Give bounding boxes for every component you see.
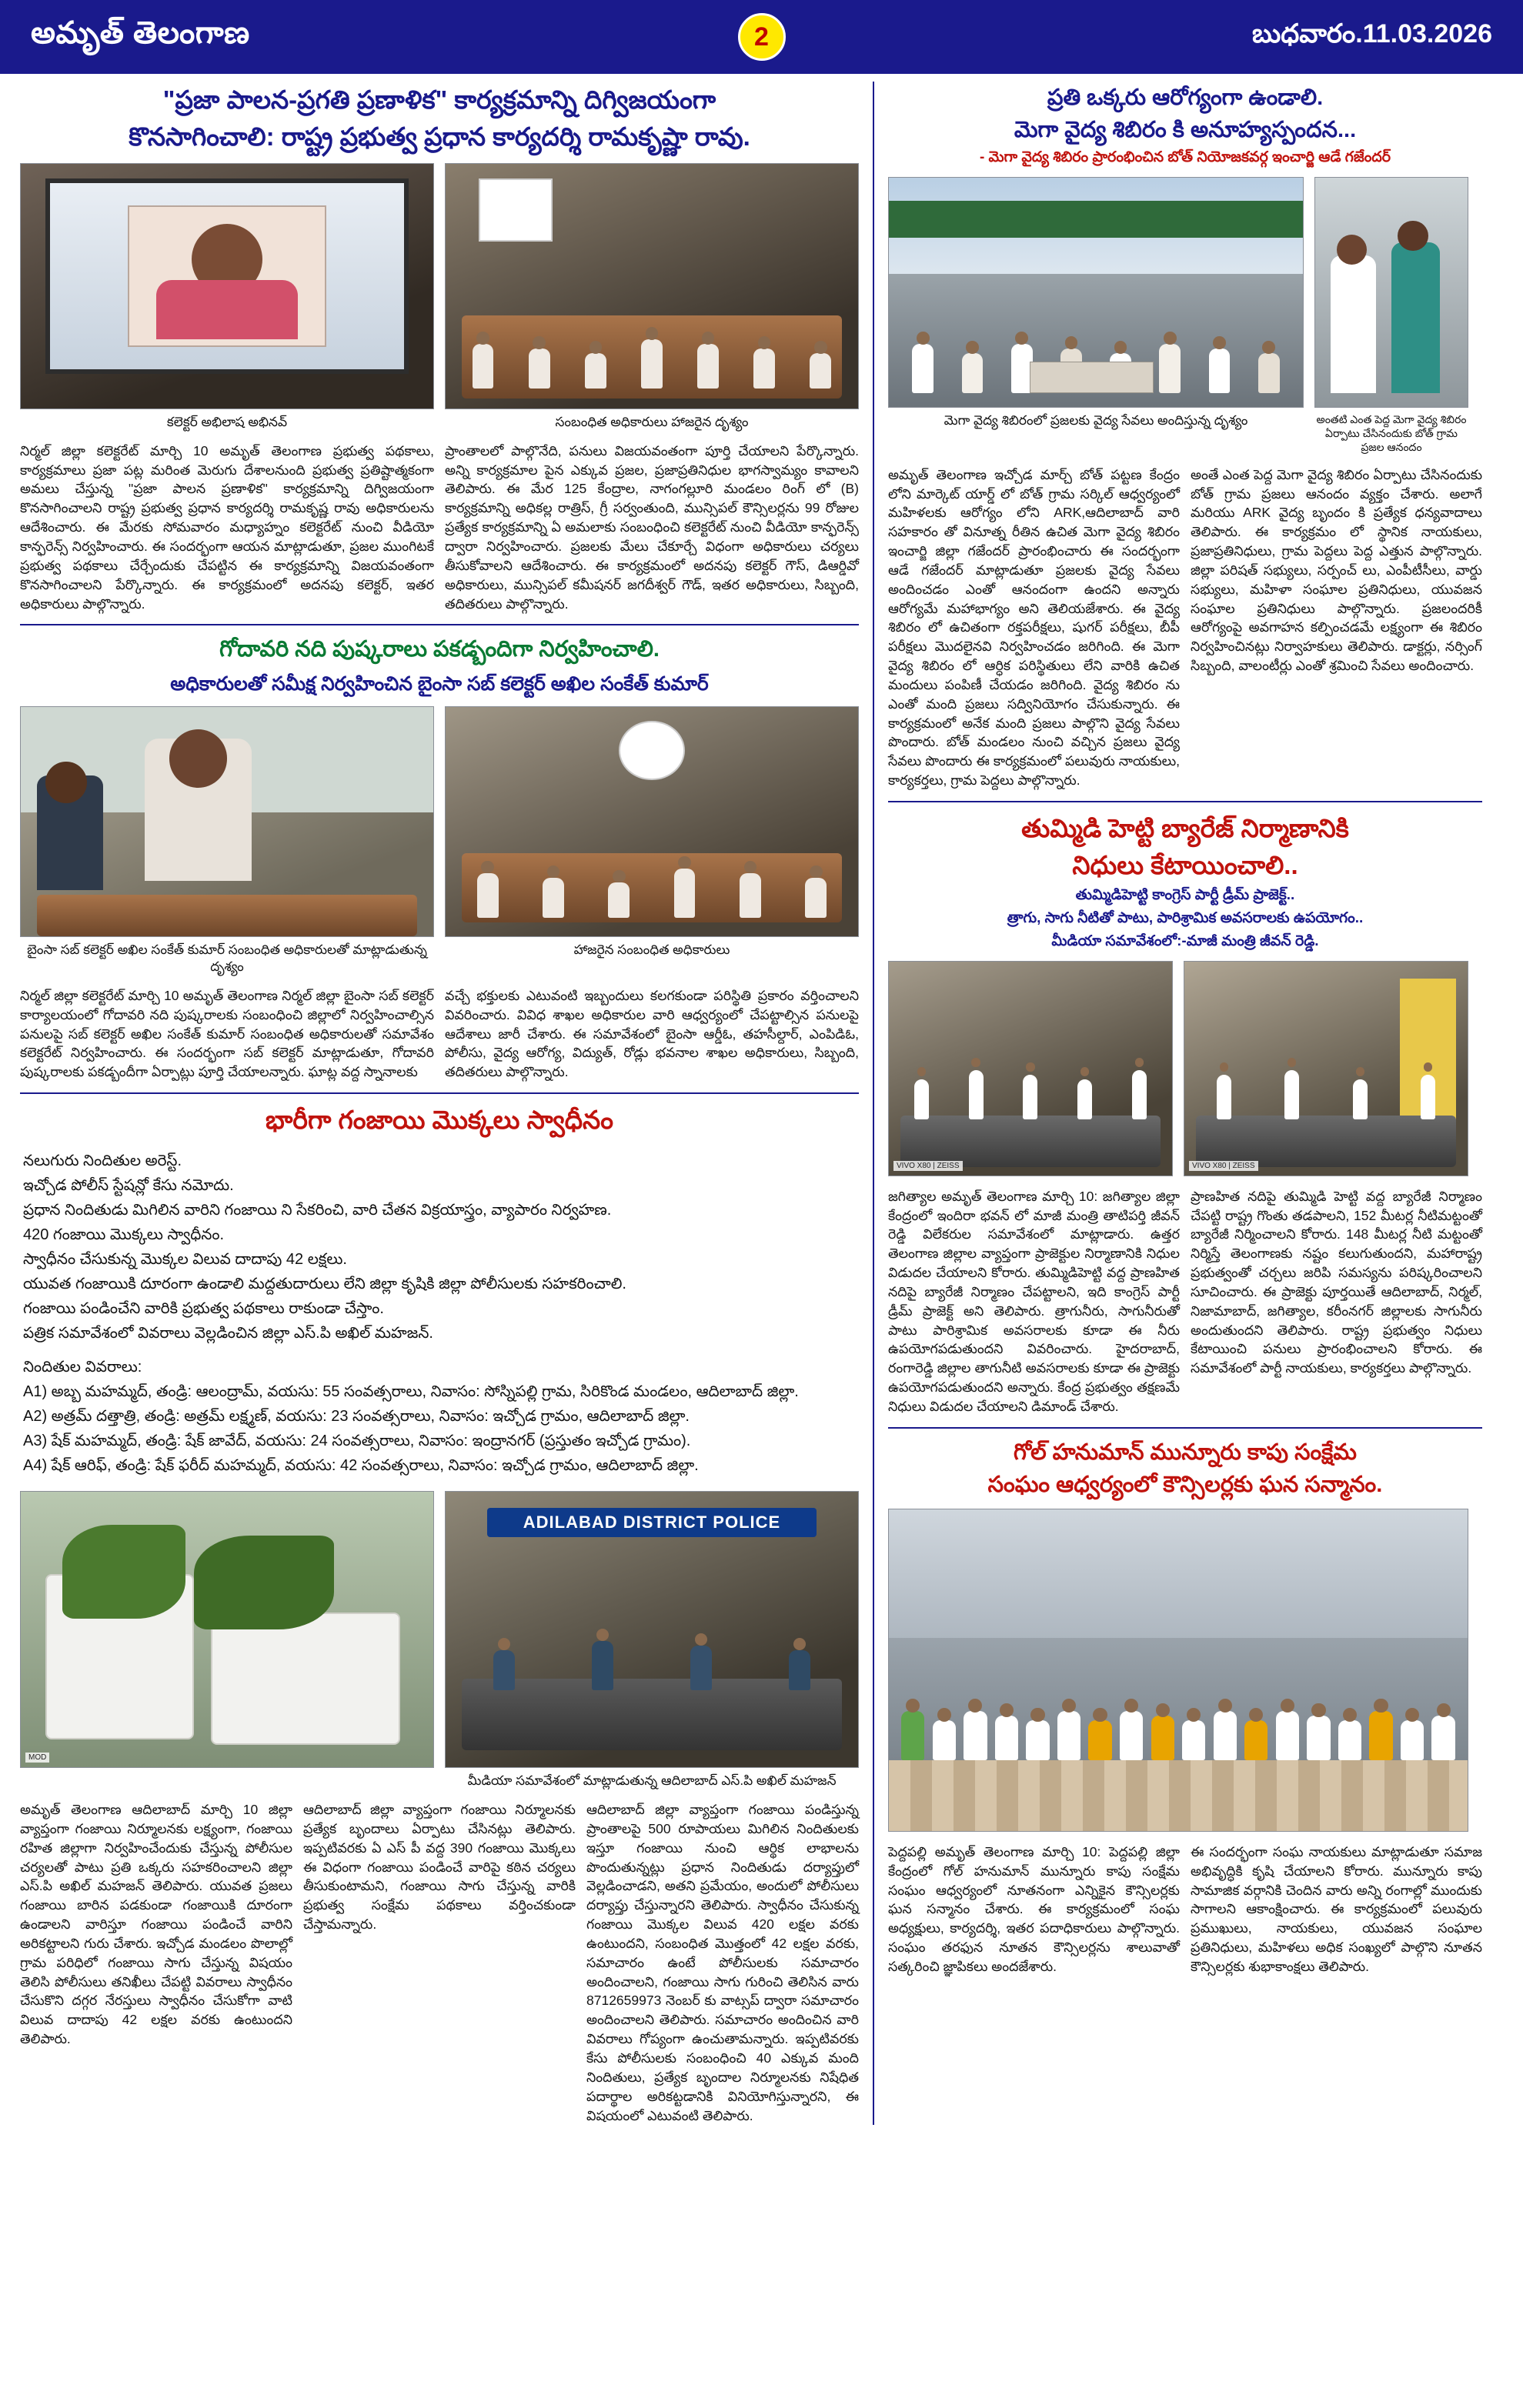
story1-headline-line1: "ప్రజా పాలన-ప్రగతి ప్రణాళిక" కార్యక్రమాన్ని దిగ్విజయంగా [162, 85, 716, 114]
rstory1-caption-left: మెగా వైద్య శిబిరంలో ప్రజలకు వైద్య సేవలు అందిస్తున్న దృశ్యం [944, 413, 1248, 429]
accused-heading: నిందితుల వివరాలు: [23, 1358, 142, 1376]
rstory2-sub3: మీడియా సమావేశంలో:-మాజీ మంత్రి జీవన్ రెడ్డి. [1051, 932, 1319, 949]
accused-item: A1) అబ్బ మహమ్మద్, తండ్రి: ఆలంద్రామ్, వయసు: 55 సంవత్సరాలు, నివాసం: సోస్నిపల్లి గ్రామ, సిరికొండ మండలం, ఆదిలాబాద్ జిల్లా. [23, 1382, 799, 1400]
rstory2-headline-line2: నిధులు కేటాయించాలి.. [1072, 850, 1298, 879]
story1-text-col2: ప్రాంతాలలో పాల్గొనేది, పనులు విజయవంతంగా పూర్తి చేయాలని పేర్కొన్నారు. అన్ని కార్యక్రమాల పైన ఎక్కువ ప్రజల, ప్రజాప్రతినిధుల భాగస్వామ్యం కావాలని తెలిపారు. ఈ మేర 125 కేంద్రాల, నాగంగల్లూరి మండలం రింగ్ లో (B) కార్యక్రమాన్ని అధికల్ల రాత్రిస్, గ్రీ సర్వంతుంది, మున్సిపల్ కౌన్సిలర్లను 99 రోజుల ప్రత్యేక కార్యక్రమాన్ని ఏ అమలాకు సంబంధించి కలెక్టరేట్ నుంచి వీడియో కాన్ఫరెన్స్ ద్వారా నిర్వహించారు. ప్రజలకు మేలు చేకూర్చే విధంగా అధికారులు చర్యలు తీసుకోవాలని ఆదేశించారు. ఈ కార్యక్రమంలో అదనపు కలెక్టర్ గౌస్, డిఆర్డివో అధికారులు, మున్సిపల్ కమీషనర్ జగదీశ్వర్ గౌడ్, ఇతర అధికారులు, సిబ్బంది, తదితరులు పాల్గొన్నారు. [445, 442, 859, 612]
photo-watermark: VIVO X80 | ZEISS [1189, 1161, 1258, 1171]
story1-headline-line2: కొనసాగించాలి: రాష్ట్ర ప్రభుత్వ ప్రధాన కార్యదర్శి రామకృష్ణా రావు. [129, 122, 750, 151]
divider-2 [20, 1092, 859, 1094]
story2-headline: గోదావరి నది పుష్కరాలు పకడ్బందిగా నిర్వహించాలి. [219, 637, 660, 662]
story-godavari-pushkaralu [20, 633, 859, 1082]
story2-text-col2: వచ్చే భక్తులకు ఎటువంటి ఇబ్బందులు కలగకుండా పరిస్థితి ప్రకారం వర్తించాలని వివరించారు. వివిధ శాఖల అధికారుల వారి ఆధ్వర్యంలో చేపట్టాల్సిన పనులపై ఆదేశాలు జారీ చేశారు. ఈ సమావేశంలో బైంసా ఆర్డీఓ, తహసీల్దార్, ఎంపిడిఓ, పోలీసు, వైద్య ఆరోగ్య, విద్యుత్, రోడ్లు భవనాల శాఖల అధికారులు, సిబ్బంది, తదితరులు పాల్గొన్నారు. [445, 987, 859, 1080]
photo-sub-collector-speaking [20, 706, 434, 937]
rstory1-text-col1: అమృత్ తెలంగాణ ఇచ్చోడ మార్చ్ బోత్ పట్టణ కేంద్రం లోని మార్కెట్ యార్డ్ లో బోత్ గ్రామ సర్కిల్ ఆధ్వర్యంలో మహిళలకు ఆరోగ్యం లోని ARK,ఆదిలాబాద్ వారి సహకారం తో వినూత్న రీతిన ఉచిత మెగా వైద్య శిబిరం ఇంచార్జి జిల్లా గజేందర్ ప్రారంభించారు ఈ సందర్భంగా ఆడే గజేందర్ మాట్లాడుతూ ప్రజలకు వైద్య సేవలు అందించడం ఎంతో ఆనందంగా ఉందని అన్నారు ఆరోగ్యమే మహాభాగ్యం అని తెలియజేశారు. ఈ వైద్య శిబిరం లో ఉచితంగా రక్తపరీక్షలు, షుగర్ పరీక్షలు, బీపీ పరీక్షలు మొదలైనవి నిర్వహించడం జరిగింది. ఈ మెగా వైద్య శిబిరం లో ఆర్ధిక పరిస్థితులు లేని వారికి ఉచిత మందులు పంపిణీ చేయడం జరిగింది. వైద్య శిబిరం ను ఎంతో మంది ప్రజలు సద్వినియోగం చేసుకున్నారు. ఈ కార్యక్రమంలో అనేక మంది ప్రజలు పాల్గొని వైద్య సేవలు పొందారు. బోత్ మండలం నుంచి వచ్చిన ప్రజలు వైద్య సేవలు పొందారు ఈ కార్యక్రమంలో పలువురు నాయకులు, కార్యకర్తలు, గ్రామ పెద్దలు పాల్గొన్నారు. [888, 466, 1180, 789]
story3-headline: భారీగా గంజాయి మొక్కలు స్వాధీనం [266, 1106, 613, 1135]
accused-item: A4) షేక్ ఆరిఫ్, తండ్రి: షేక్ ఫరీద్ మహమ్మద్, వయసు: 42 సంవత్సరాలు, నివాసం: ఇచ్చోడ గ్రామం, ఆదిలాబాద్ జిల్లా. [23, 1456, 699, 1474]
photo-group-felicitation [888, 1509, 1468, 1832]
photo-press-meet-wide [1184, 961, 1468, 1176]
list-item: నలుగురు నిందితుల అరెస్ట్. [23, 1152, 182, 1169]
photo-seized-ganja-bags [20, 1491, 434, 1768]
photo-sp-press-meet [445, 1491, 859, 1768]
list-item: యువత గంజాయికి దూరంగా ఉండాలి మద్దతుదారులు లేని జిల్లా కృషికి జిల్లా పోలీసులకు సహకరించాలి. [23, 1275, 626, 1292]
rstory2-photo-row [888, 961, 1482, 1176]
rstory2-sub2: త్రాగు, సాగు నీటితో పాటు, పారిశ్రామిక అవసరాలకు ఉపయోగం.. [1007, 909, 1364, 926]
story1-caption-right: సంబంధిత అధికారులు హాజరైన దృశ్యం [555, 414, 749, 429]
page-number-badge: 2 [738, 13, 786, 61]
masthead-date: బుధవారం.11.03.2026 [1251, 18, 1492, 48]
story3-bullet-list [20, 1145, 859, 1351]
story2-photo-row [20, 706, 859, 937]
photo-medical-checkup [1314, 177, 1468, 408]
divider-4 [888, 1427, 1482, 1429]
rstory1-photo-row [888, 177, 1482, 408]
rstory1-subheadline: - మెగా వైద్య శిబిరం ప్రారంభించిన బోత్ నియోజకవర్గ ఇంచార్జి ఆడే గజేందర్ [979, 149, 1391, 166]
divider-1 [20, 624, 859, 625]
story3-accused-list [20, 1351, 859, 1483]
photo-collector-video-conference [20, 163, 434, 409]
left-column [20, 82, 874, 2125]
story3-text-col1: అమృత్ తెలంగాణ ఆదిలాబాద్ మార్చి 10 జిల్లా వ్యాప్తంగా గంజాయి నిర్మూలనకు లక్ష్యంగా, గంజాయి రహిత జిల్లాగా నిర్వహించేందుకు చేస్తున్న పోలీసుల చర్యలతో పాటు ప్రతి ఒక్కరు సహకరించాలని జిల్లా ఎస్.పి అఖిల్ మహజన్ తెలిపారు. యువత ప్రజలు గంజాయి బారిన పడకుండా గంజాయికి దూరంగా ఉండాలని వారిస్తూ గంజాయి పండించే వారిని అరికట్టాలని గురు చేశారు. ఇచ్చోడ మండలం పొలాల్లో గ్రామ పరిధిలో గంజాయి సాగు చేస్తున్న విషయం తెలిసి పోలీసులు తనిఖీలు చేపట్టి వివరాలు స్వాధీనం చేసుకొని దగ్గర నేరస్తులు స్వాధీనం చేసుకోగా వాటి విలువ దాదాపు 42 లక్షల వరకు ఉంటుందని తెలిపారు. [20, 1802, 292, 2047]
accused-item: A3) షేక్ మహమ్మద్, తండ్రి: షేక్ జావేద్, వయసు: 24 సంవత్సరాలు, నివాసం: ఇంద్రానగర్ (ప్రస్తుతం ఇచ్చోడ గ్రామం). [23, 1432, 691, 1449]
story3-text-col3: ఆదిలాబాద్ జిల్లా వ్యాప్తంగా గంజాయి పండిస్తున్న ప్రాంతాలపై 500 రూపాయలు మిగిలిన నిందితులకు ఇస్తూ గంజాయి నుంచి ఆర్థిక లాభాలను పొందుతున్నట్లు ప్రధాన నిందితుడు దర్యాప్తులో వెల్లడించాడని, అతని ప్రమేయం, అందులో పోలీసులు దర్యాప్తు చేస్తున్నారని తెలిపారు. స్వాధీనం చేసుకున్న గంజాయి మొక్కల విలువ 420 లక్షల వరకు ఉంటుందని, సంబంధిత మొత్తంలో 42 లక్షల వరకు, సమాచారం ఉంటే పోలీసులకు సమాచారం అందించాలని, గంజాయి సాగు గురించి తెలిసిన వారు 8712659973 నెంబర్ కు వాట్సప్ ద్వారా సమాచారం అందించాలని తెలిపారు. సమాచారం అందించిన వారి వివరాలు గోప్యంగా ఉంచుతామన్నారు. ఇప్పటివరకు కేసు పోలీసులకు సంబంధించి 40 ఎక్కువ మంది నిందితులు, ప్రత్యేక బృందాల నిర్మూలనకు నిషేధిత పదార్థాల అరికట్టడానికి వినియోగిస్తున్నారని, ఈ విషయంలో ఎటువంటి తెలిపారు. [586, 1802, 859, 2123]
story3-text-col2: ఆదిలాబాద్ జిల్లా వ్యాప్తంగా గంజాయి నిర్మూలనకు ప్రత్యేక బృందాలు ఏర్పాటు చేసినట్లు తెలిపారు. ఇప్పటివరకు ఏ ఎస్ పీ వద్ద 390 గంజాయి మొక్కలు ఈ విధంగా గంజాయి పండించే వారిపై కఠిన చర్యలు తీసుకుంటామని, గంజాయి సాగు చేస్తున్న వారికి ప్రభుత్వ సంక్షేమ పథకాలు వర్తించకుండా చేస్తామన్నారు. [303, 1802, 576, 1933]
rstory2-text-col2: ప్రాణహిత నదిపై తుమ్మిడి హెట్టి వద్ద బ్యారేజీ నిర్మాణం చేపట్టి రాష్ట్ర గొంతు తడపాలని, 152 మీటర్ల నీటిమట్టంతో బ్యారేజీ నిర్మించాలని కోరారు. 148 మీటర్ల నీటి మట్టంతో నిర్మిస్తే తెలంగాణకు నష్టం కలుగుతుందని, మహారాష్ట్ర ప్రభుత్వంతో చర్చలు జరిపి సమస్యను పరిష్కరించాలని సూచించారు. ఈ ప్రాజెక్టు పూర్తయితే ఆదిలాబాద్, నిర్మల్, నిజామాబాద్, జగిత్యాల, కరీంనగర్ జిల్లాలకు సాగునీరు అందుతుందని తెలిపారు. రాష్ట్ర ప్రభుత్వం నిధులు కేటాయించి పనులు ప్రారంభించాలని కోరారు. ఈ సమావేశంలో పార్టీ నాయకులు, కార్యకర్తలు పాల్గొన్నారు. [1191, 1188, 1482, 1376]
story2-text-col1: నిర్మల్ జిల్లా కలెక్టరేట్ మార్చి 10 అమృత్ తెలంగాణ నిర్మల్ జిల్లా బైంసా సబ్ కలెక్టర్ కార్యాలయంలో గోదావరి నది పుష్కరాలకు సంబంధించి జిల్లాలో నిర్వహించాల్సిన పనులపై సబ్ కలెక్టర్ అఖిల సంకేత్ కుమార్ సంబంధిత అధికారులతో సమావేశం కలెక్టరేట్ నిర్వహించారు. ఈ సందర్భంగా సబ్ కలెక్టర్ మాట్లాడుతూ, గోదావరి పుష్కరాలకు పకడ్బందీగా ఏర్పాట్లు పూర్తి చేయాలన్నారు. ఘాట్ల వద్ద స్నానాలకు [20, 987, 434, 1080]
rstory1-caption-right: అంతటి ఎంత పెద్ద మెగా వైద్య శిబిరం ఏర్పాటు చేసినందుకు బోత్ గ్రామ ప్రజల ఆనందం [1316, 413, 1467, 454]
photo-officials-attending [445, 706, 859, 937]
masthead-title: అమృత్ తెలంగాణ [31, 15, 250, 50]
story1-photo-row [20, 163, 859, 409]
page-body [0, 74, 1523, 2125]
list-item: గంజాయి పండించేని వారికి ప్రభుత్వ పథకాలు రాకుండా చేస్తాం. [23, 1299, 384, 1317]
rstory3-text-col1: పెద్దపల్లి అమృత్ తెలంగాణ మార్చి 10: పెద్దపల్లి జిల్లా కేంద్రంలో గోల్ హనుమాన్ మున్నూరు కాపు సంక్షేమ సంఘం ఆధ్వర్యంలో నూతనంగా ఎన్నికైన కౌన్సిలర్లకు ఘన సన్మానం చేశారు. ఈ కార్యక్రమంలో సంఘ అధ్యక్షులు, కార్యదర్శి, ఇతర పదాధికారులు పాల్గొన్నారు. సంఘం తరఫున నూతన కౌన్సిలర్లను శాలువాతో సత్కరించి జ్ఞాపికలు అందజేశారు. [888, 1843, 1180, 1974]
photo-press-meet-leaders [888, 961, 1173, 1176]
list-item: పత్రిక సమావేశంలో వివరాలు వెల్లడించిన జిల్లా ఎస్.పి అఖిల్ మహజన్. [23, 1324, 433, 1342]
right-column [874, 82, 1482, 2125]
list-item: 420 గంజాయి మొక్కలు స్వాధీనం. [23, 1226, 225, 1243]
list-item: ఇచ్చోడ పోలీస్ స్టేషన్లో కేసు నమోదు. [23, 1176, 234, 1194]
divider-3 [888, 801, 1482, 802]
rstory2-text-col1: జగిత్యాల అమృత్ తెలంగాణ మార్చి 10: జగిత్యాల జిల్లా కేంద్రంలో ఇందిరా భవన్ లో మాజీ మంత్రి తాటిపర్తి జీవన్ రెడ్డి విలేకరుల సమావేశంలో మాట్లాడారు. ఉత్తర తెలంగాణ జిల్లాల వ్యాప్తంగా ప్రాజెక్టుల నిర్మాణానికి నిధుల విడుదల చేయాలని కోరారు. తుమ్మిడిహెట్టి వద్ద ప్రాణహిత నదిపై బ్యారేజీ నిర్మాణం చేపట్టాలని, ఇది కాంగ్రెస్ పార్టీ డ్రీమ్ ప్రాజెక్ట్ అని తెలిపారు. త్రాగునీరు, సాగునీరుతో పాటు పారిశ్రామిక అవసరాలకు కూడా ఈ నీరు ఉపయోగపడుతుందని వివరించారు. హైదరాబాద్, రంగారెడ్డి జిల్లాల తాగునీటి అవసరాలకు కూడా ఈ ప్రాజెక్టు ఉపయోగపడుతుందని అన్నారు. కేంద్ర ప్రభుత్వం తక్షణమే నిధులు విడుదల చేయాలని డిమాండ్ చేశారు. [888, 1188, 1180, 1414]
photo-watermark: VIVO X80 | ZEISS [893, 1161, 963, 1171]
list-item: ప్రధాన నిందితుడు మిగిలిన వారిని గంజాయి ని సేకరించి, వారి చేతన విక్రయాస్త్రం, వ్యాపారం నిర్వహణ. [23, 1201, 612, 1219]
story-munnuru-kapu-felicitation [888, 1436, 1482, 1976]
story1-caption-left: కలెక్టర్ అభిలాష అభినవ్ [166, 414, 288, 429]
rstory3-text-col2: ఈ సందర్భంగా సంఘ నాయకులు మాట్లాడుతూ సమాజ అభివృద్ధికి కృషి చేయాలని కోరారు. మున్నూరు కాపు సామాజిక వర్గానికి చెందిన వారు అన్ని రంగాల్లో ముందుకు సాగాలని ఆకాంక్షించారు. ఈ కార్యక్రమంలో పలువురు ప్రముఖులు, నాయకులు, యువజన సంఘాల ప్రతినిధులు, మహిళలు అధిక సంఖ్యలో పాల్గొని నూతన కౌన్సిలర్లకు శుభాకాంక్షలు తెలిపారు. [1191, 1843, 1482, 1974]
list-item: స్వాధీనం చేసుకున్న మొక్కల విలువ దాదాపు 42 లక్షలు. [23, 1250, 347, 1268]
masthead [0, 0, 1523, 74]
police-banner-text: ADILABAD DISTRICT POLICE [487, 1508, 817, 1537]
story1-text-col1: నిర్మల్ జిల్లా కలెక్టరేట్ మార్చి 10 అమృత్ తెలంగాణ ప్రభుత్వ పథకాలు, కార్యక్రమాలు ప్రజా పట్ల మరింత మెరుగు దేశాలనుంది ప్రభుత్వ ప్రతిష్టాత్మకంగా అమలు చేస్తున్న "ప్రజా పాలన ప్రణాళిక" కార్యక్రమాన్ని దిగ్విజయంగా కొనసాగించాలని రాష్ట్ర ప్రభుత్వ ప్రధాన కార్యదర్శి రామకృష్ణ రావు అధికారులను ఆదేశించారు. ఈ మేరకు సోమవారం మధ్యాహ్నం కలెక్టరేట్ నుంచి వీడియో కాన్ఫరెన్స్ నిర్వహించారు. ఈ సందర్భంగా ఆయన మాట్లాడుతూ, ప్రజల ముంగిటకే ప్రభుత్వ పథకాలు చేర్చేందుకు చేపట్టిన ఈ కార్యక్రమాన్ని విజయవంతంగా కొనసాగించాలని పేర్కొన్నారు. ఈ కార్యక్రమంలో అదనపు కలెక్టర్, ఇతర అధికారులు పాల్గొన్నారు. [20, 442, 434, 612]
photo-watermark: MOD [25, 1753, 49, 1763]
story-thummidihetti-barrage [888, 810, 1482, 1416]
rstory3-headline-line2: సంఘం ఆధ్వర్యంలో కౌన్సిలర్లకు ఘన సన్మానం. [987, 1472, 1383, 1497]
photo-officials-meeting [445, 163, 859, 409]
story3-photo-row [20, 1491, 859, 1768]
story-mega-medical-camp [888, 82, 1482, 790]
rstory1-text-col2: అంతే ఎంత పెద్ద మెగా వైద్య శిబిరం ఏర్పాటు చేసినందుకు బోత్ గ్రామ ప్రజలు ఆనందం వ్యక్తం చేశారు. అలాగే మరియు ARK వైద్య బృందం కి ప్రత్యేక ధన్యవాదాలు తెలిపారు. ఈ కార్యక్రమం లో స్థానిక నాయకులు, ప్రజాప్రతినిధులు, గ్రామ పెద్దలు పెద్ద ఎత్తున పాల్గొన్నారు. జిల్లా పరిషత్ సభ్యులు, సర్పంచ్ లు, ఎంపీటీసీలు, వార్డు సభ్యులు, మహిళా సంఘాల ప్రతినిధులు, యువజన సంఘాల ప్రతినిధులు పాల్గొన్నారు. ప్రజలందరికీ ఆరోగ్యంపై అవగాహన కల్పించడమే లక్ష్యంగా ఈ శిబిరం నిర్వహించినట్లు నిర్వాహకులు తెలిపారు. డాక్టర్లు, నర్సింగ్ సిబ్బంది, వాలంటీర్లు ఎంతో శ్రమించి సేవలు అందించారు. [1191, 466, 1482, 674]
story2-subheadline: అధికారులతో సమీక్ష నిర్వహించిన బైంసా సబ్ కలెక్టర్ అఖిల సంకేత్ కుమార్ [170, 673, 709, 695]
story-ganja-seizure [20, 1102, 859, 2125]
rstory1-headline-line2: మెగా వైద్య శిబిరం కి అనూహ్యస్పందన... [1014, 118, 1357, 143]
story3-caption-right: మీడియా సమావేశంలో మాట్లాడుతున్న ఆదిలాబాద్ ఎస్.పి అఖిల్ మహజన్ [467, 1773, 837, 1788]
rstory1-headline-line1: ప్రతి ఒక్కరు ఆరోగ్యంగా ఉండాలి. [1047, 85, 1324, 110]
rstory2-sub1: తుమ్మిడిహెట్టి కాంగ్రెస్ పార్టీ డ్రీమ్ ప్రాజెక్ట్.. [1075, 886, 1295, 903]
story-praja-palana [20, 82, 859, 613]
rstory3-headline-line1: గోల్ హనుమాన్ మున్నూరు కాపు సంక్షేమ [1014, 1439, 1357, 1465]
story2-caption-right: హాజరైన సంబంధిత అధికారులు [573, 942, 730, 957]
photo-medical-camp-outdoor [888, 177, 1304, 408]
accused-item: A2) అత్రమ్ దత్తాత్రి, తండ్రి: అత్రమ్ లక్ష్మణ్, వయసు: 23 సంవత్సరాలు, నివాసం: ఇచ్చోడ గ్రామం, ఆదిలాబాద్ జిల్లా. [23, 1407, 690, 1425]
rstory2-headline-line1: తుమ్మిడి హెట్టి బ్యారేజ్ నిర్మాణానికి [1021, 814, 1349, 842]
story2-caption-left: బైంసా సబ్ కలెక్టర్ అఖిల సంకేత్ కుమార్ సంబంధిత అధికారులతో మాట్లాడుతున్న దృశ్యం [27, 942, 427, 974]
